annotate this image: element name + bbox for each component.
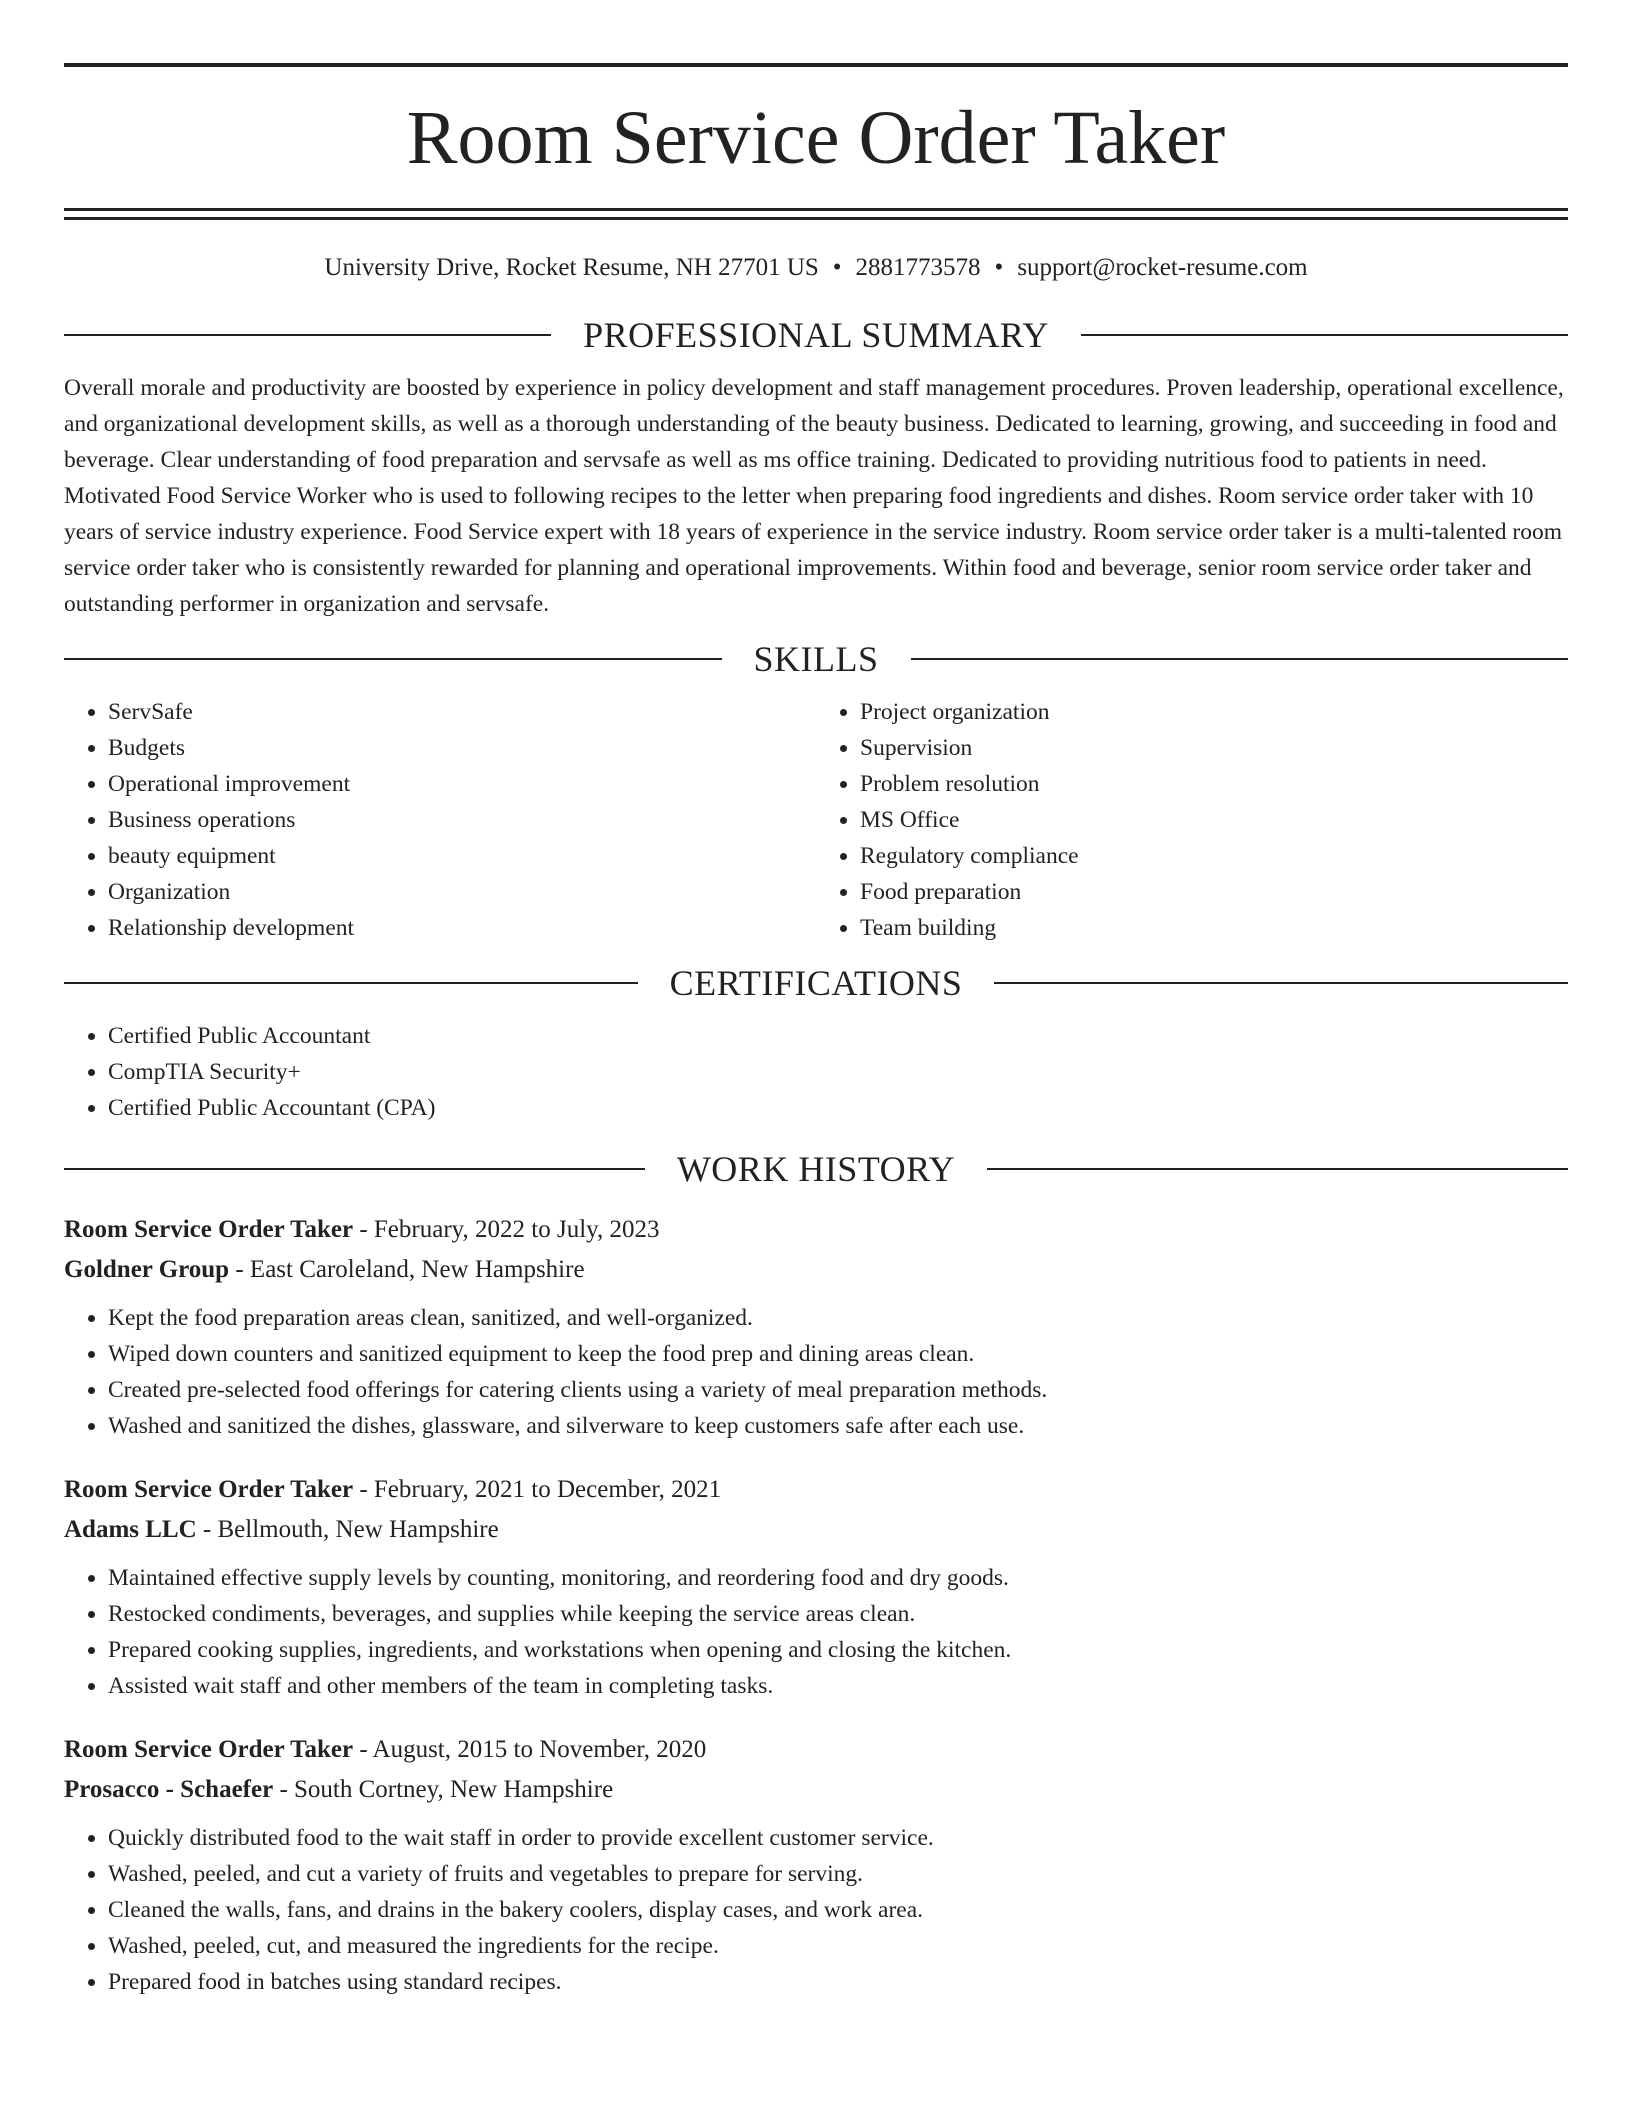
- summary-section-header: [64, 314, 1568, 356]
- job-duties: [64, 1300, 1568, 1444]
- job-duty: • Cleaned the walls, fans, and drains in the bakery coolers, display cases, and work area.: [108, 1892, 1568, 1928]
- resume-title: Room Service Order Taker: [406, 96, 1226, 180]
- job-title-line: [64, 1470, 1568, 1510]
- top-rule: [64, 63, 1568, 67]
- header-divider: [64, 1168, 645, 1170]
- skills-columns: [64, 694, 1568, 946]
- contact-separator: •: [832, 254, 842, 281]
- header-divider: [64, 982, 638, 984]
- job-company: Adams LLC: [64, 1516, 197, 1543]
- contact-line: [64, 253, 1568, 283]
- certifications-list-wrap: [64, 1018, 1568, 1126]
- job-duty: • Prepared cooking supplies, ingredients, and workstations when opening and closing the kitchen.: [108, 1632, 1568, 1668]
- job-duty: • Washed, peeled, and cut a variety of fruits and vegetables to prepare for serving.: [108, 1856, 1568, 1892]
- skill-item: • beauty equipment: [108, 838, 816, 874]
- skill-item: • Supervision: [860, 730, 1568, 766]
- skills-section-header: [64, 638, 1568, 680]
- job-duty: • Kept the food preparation areas clean, sanitized, and well-organized.: [108, 1300, 1568, 1336]
- job-title: Room Service Order Taker: [64, 1736, 354, 1763]
- job-dates: - February, 2021 to December, 2021: [353, 1476, 722, 1503]
- job-entry: [64, 1730, 1568, 2000]
- job-duty: • Wiped down counters and sanitized equipment to keep the food prep and dining areas clean.: [108, 1336, 1568, 1372]
- job-company-line: [64, 1250, 1568, 1290]
- skill-item: • Regulatory compliance: [860, 838, 1568, 874]
- skills-heading: SKILLS: [753, 639, 879, 679]
- skills-list-right: [816, 694, 1568, 946]
- skills-list-left: [64, 694, 816, 946]
- skill-item: • Business operations: [108, 802, 816, 838]
- job-duties: [64, 1820, 1568, 2000]
- title-double-rule: [64, 208, 1568, 220]
- job-location: - South Cortney, New Hampshire: [273, 1776, 614, 1803]
- summary-text: Overall morale and productivity are boosted by experience in policy development and staff management procedures. Proven leadership, operational excellence, and organizational development skills, as well as a thorough understanding of the beauty business. Dedicated to learning, growing, and succeeding in food and beverage. Clear understanding of food preparation and servsafe as well as ms office training. Dedicated to providing nutritious food to patients in need. Motivated Food Service Worker who is used to following recipes to the letter when preparing food ingredients and dishes. Room service order taker with 10 years of service industry experience. Food Service expert with 18 years of experience in the service industry. Room service order taker is a multi-talented room service order taker who is consistently rewarded for planning and operational improvements. Within food and beverage, senior room service order taker and outstanding performer in organization and servsafe.: [64, 375, 1564, 617]
- skill-item: • Organization: [108, 874, 816, 910]
- job-title: Room Service Order Taker: [64, 1476, 354, 1503]
- contact-address: University Drive, Rocket Resume, NH 27701 US: [324, 254, 819, 281]
- job-location: - Bellmouth, New Hampshire: [196, 1516, 499, 1543]
- job-company-line: [64, 1510, 1568, 1550]
- certifications-section-header: [64, 962, 1568, 1004]
- skill-item: • ServSafe: [108, 694, 816, 730]
- header-divider: [64, 658, 722, 660]
- job-duty: • Maintained effective supply levels by counting, monitoring, and reordering food and dry goods.: [108, 1560, 1568, 1596]
- job-dates: - August, 2015 to November, 2020: [353, 1736, 707, 1763]
- skill-item: • Team building: [860, 910, 1568, 946]
- job-duty: • Washed, peeled, cut, and measured the ingredients for the recipe.: [108, 1928, 1568, 1964]
- header-divider: [987, 1168, 1568, 1170]
- skill-item: • Food preparation: [860, 874, 1568, 910]
- job-dates: - February, 2022 to July, 2023: [353, 1216, 660, 1243]
- header-divider: [994, 982, 1568, 984]
- job-duty: • Prepared food in batches using standard recipes.: [108, 1964, 1568, 2000]
- contact-separator: •: [994, 254, 1004, 281]
- job-duty: • Restocked condiments, beverages, and supplies while keeping the service areas clean.: [108, 1596, 1568, 1632]
- contact-phone: 2881773578: [855, 254, 981, 281]
- header-divider: [911, 658, 1569, 660]
- job-title: Room Service Order Taker: [64, 1216, 354, 1243]
- skill-item: • Operational improvement: [108, 766, 816, 802]
- work-history-heading: WORK HISTORY: [676, 1149, 956, 1189]
- work-history-section-header: [64, 1148, 1568, 1190]
- skill-item: • Project organization: [860, 694, 1568, 730]
- skill-item: • MS Office: [860, 802, 1568, 838]
- contact-email: support@rocket-resume.com: [1017, 254, 1308, 281]
- job-entry: [64, 1470, 1568, 1704]
- certifications-list: [64, 1018, 1568, 1126]
- resume-page: [64, 0, 1568, 2000]
- skill-item: • Budgets: [108, 730, 816, 766]
- summary-heading: PROFESSIONAL SUMMARY: [583, 315, 1049, 355]
- job-location: - East Caroleland, New Hampshire: [229, 1256, 585, 1283]
- job-company-line: [64, 1770, 1568, 1810]
- job-duty: • Created pre-selected food offerings for catering clients using a variety of meal preparation methods.: [108, 1372, 1568, 1408]
- certification-item: • Certified Public Accountant (CPA): [108, 1090, 1568, 1126]
- job-company: Goldner Group: [64, 1256, 230, 1283]
- job-title-line: [64, 1210, 1568, 1250]
- certification-item: • CompTIA Security+: [108, 1054, 1568, 1090]
- skill-item: • Relationship development: [108, 910, 816, 946]
- header-divider: [64, 334, 551, 336]
- job-entry: [64, 1210, 1568, 1444]
- job-company: Prosacco - Schaefer: [64, 1776, 274, 1803]
- job-duty: • Quickly distributed food to the wait staff in order to provide excellent customer service.: [108, 1820, 1568, 1856]
- job-title-line: [64, 1730, 1568, 1770]
- job-duty: • Assisted wait staff and other members of the team in completing tasks.: [108, 1668, 1568, 1704]
- certifications-heading: CERTIFICATIONS: [669, 963, 963, 1003]
- skill-item: • Problem resolution: [860, 766, 1568, 802]
- job-duties: [64, 1560, 1568, 1704]
- job-duty: • Washed and sanitized the dishes, glassware, and silverware to keep customers safe after each use.: [108, 1408, 1568, 1444]
- certification-item: • Certified Public Accountant: [108, 1018, 1568, 1054]
- header-divider: [1081, 334, 1568, 336]
